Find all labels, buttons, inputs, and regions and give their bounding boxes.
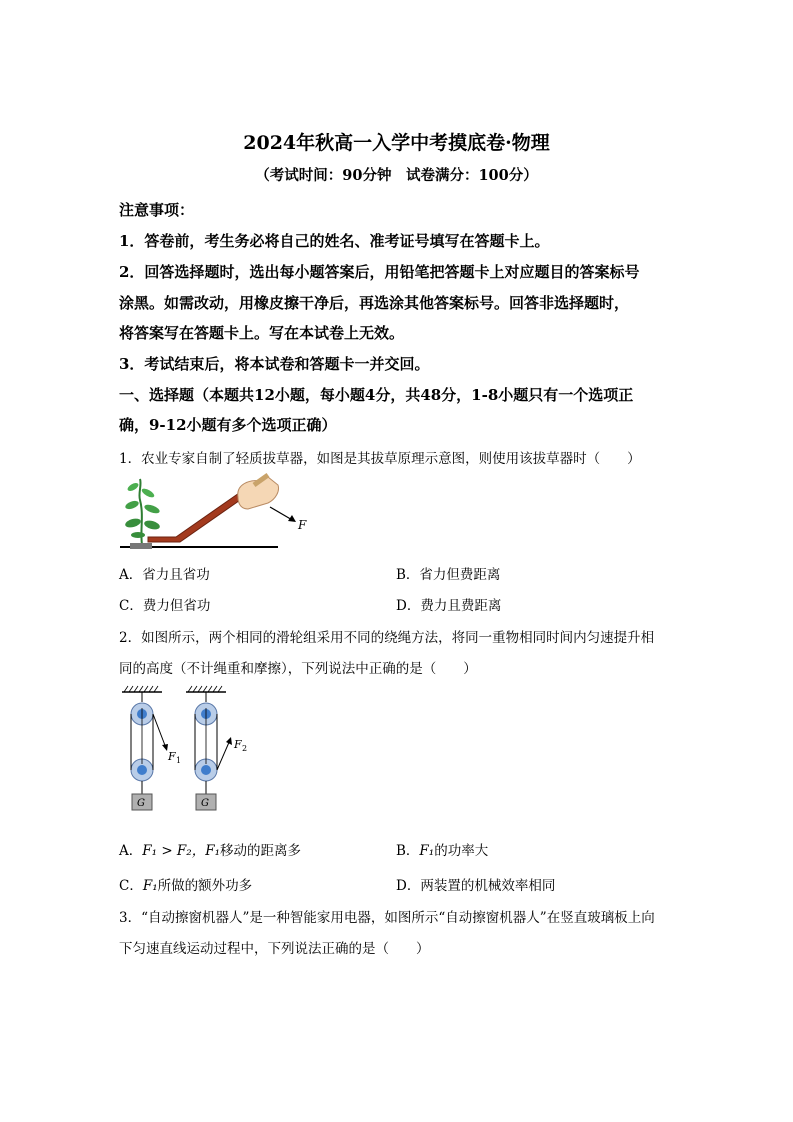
force-label: F <box>298 518 307 532</box>
option-a[interactable] <box>119 839 301 859</box>
formula: F₁ <box>419 843 435 859</box>
option-label: B． <box>396 843 420 859</box>
question-3-stem-cont: 下匀速直线运动过程中，下列说法正确的是（ ） <box>119 941 430 957</box>
force-f2-subscript: 2 <box>242 744 248 753</box>
weed-puller-figure <box>118 475 328 555</box>
exam-info: （考试时间：90分钟 试卷满分：100分） <box>255 167 538 184</box>
force-f1-subscript: 1 <box>176 756 182 765</box>
option-c[interactable] <box>119 874 252 894</box>
question-1-stem: 1．农业专家自制了轻质拔草器，如图是其拔草原理示意图，则使用该拔草器时（ ） <box>119 451 641 467</box>
weight-label-left: G <box>137 798 145 809</box>
weight-label-right: G <box>201 798 209 809</box>
section-heading: 一、选择题（本题共12小题，每小题4分，共48分，1-8小题只有一个选项正 <box>119 386 634 404</box>
option-text: 的功率大 <box>434 843 489 859</box>
option-text: 移动的距离多 <box>219 843 301 859</box>
option-label: A． <box>119 843 143 859</box>
option-text: 所做的额外功多 <box>157 878 253 894</box>
option-b[interactable] <box>396 839 488 859</box>
force-f1-label: F <box>168 750 176 763</box>
option-d[interactable]: D．费力且费距离 <box>396 598 502 614</box>
page-title: 2024年秋高一入学中考摸底卷·物理 <box>243 132 550 154</box>
force-f2-label: F <box>234 738 242 751</box>
question-2-stem-cont: 同的高度（不计绳重和摩擦），下列说法中正确的是（ ） <box>119 661 477 677</box>
notice-heading: 注意事项： <box>119 201 195 219</box>
option-d[interactable]: D．两装置的机械效率相同 <box>396 878 556 894</box>
formula: F₁ > F₂，F₁ <box>142 843 220 859</box>
section-heading-cont: 确，9-12小题有多个选项正确） <box>119 416 337 434</box>
option-label: C． <box>119 878 143 894</box>
notice-item: 涂黑。如需改动，用橡皮擦干净后，再选涂其他答案标号。回答非选择题时， <box>119 294 630 312</box>
notice-item: 将答案写在答题卡上。写在本试卷上无效。 <box>119 324 405 342</box>
question-2-stem: 2．如图所示，两个相同的滑轮组采用不同的绕绳方法，将同一重物相同时间内匀速提升相 <box>119 630 655 646</box>
notice-item: 2．回答选择题时，选出每小题答案后，用铅笔把答题卡上对应题目的答案标号 <box>119 263 640 281</box>
option-c[interactable]: C．费力但省功 <box>119 598 211 614</box>
option-a[interactable]: A．省力且省功 <box>119 567 210 583</box>
option-b[interactable]: B．省力但费距离 <box>396 567 501 583</box>
question-3-stem: 3．“自动擦窗机器人”是一种智能家用电器，如图所示“自动擦窗机器人”在竖直玻璃板上向 <box>119 910 655 926</box>
formula: F₁ <box>142 878 158 894</box>
notice-item: 1．答卷前，考生务必将自己的姓名、准考证号填写在答题卡上。 <box>119 232 550 250</box>
pulley-figure <box>118 684 258 814</box>
notice-item: 3．考试结束后，将本试卷和答题卡一并交回。 <box>119 355 430 373</box>
